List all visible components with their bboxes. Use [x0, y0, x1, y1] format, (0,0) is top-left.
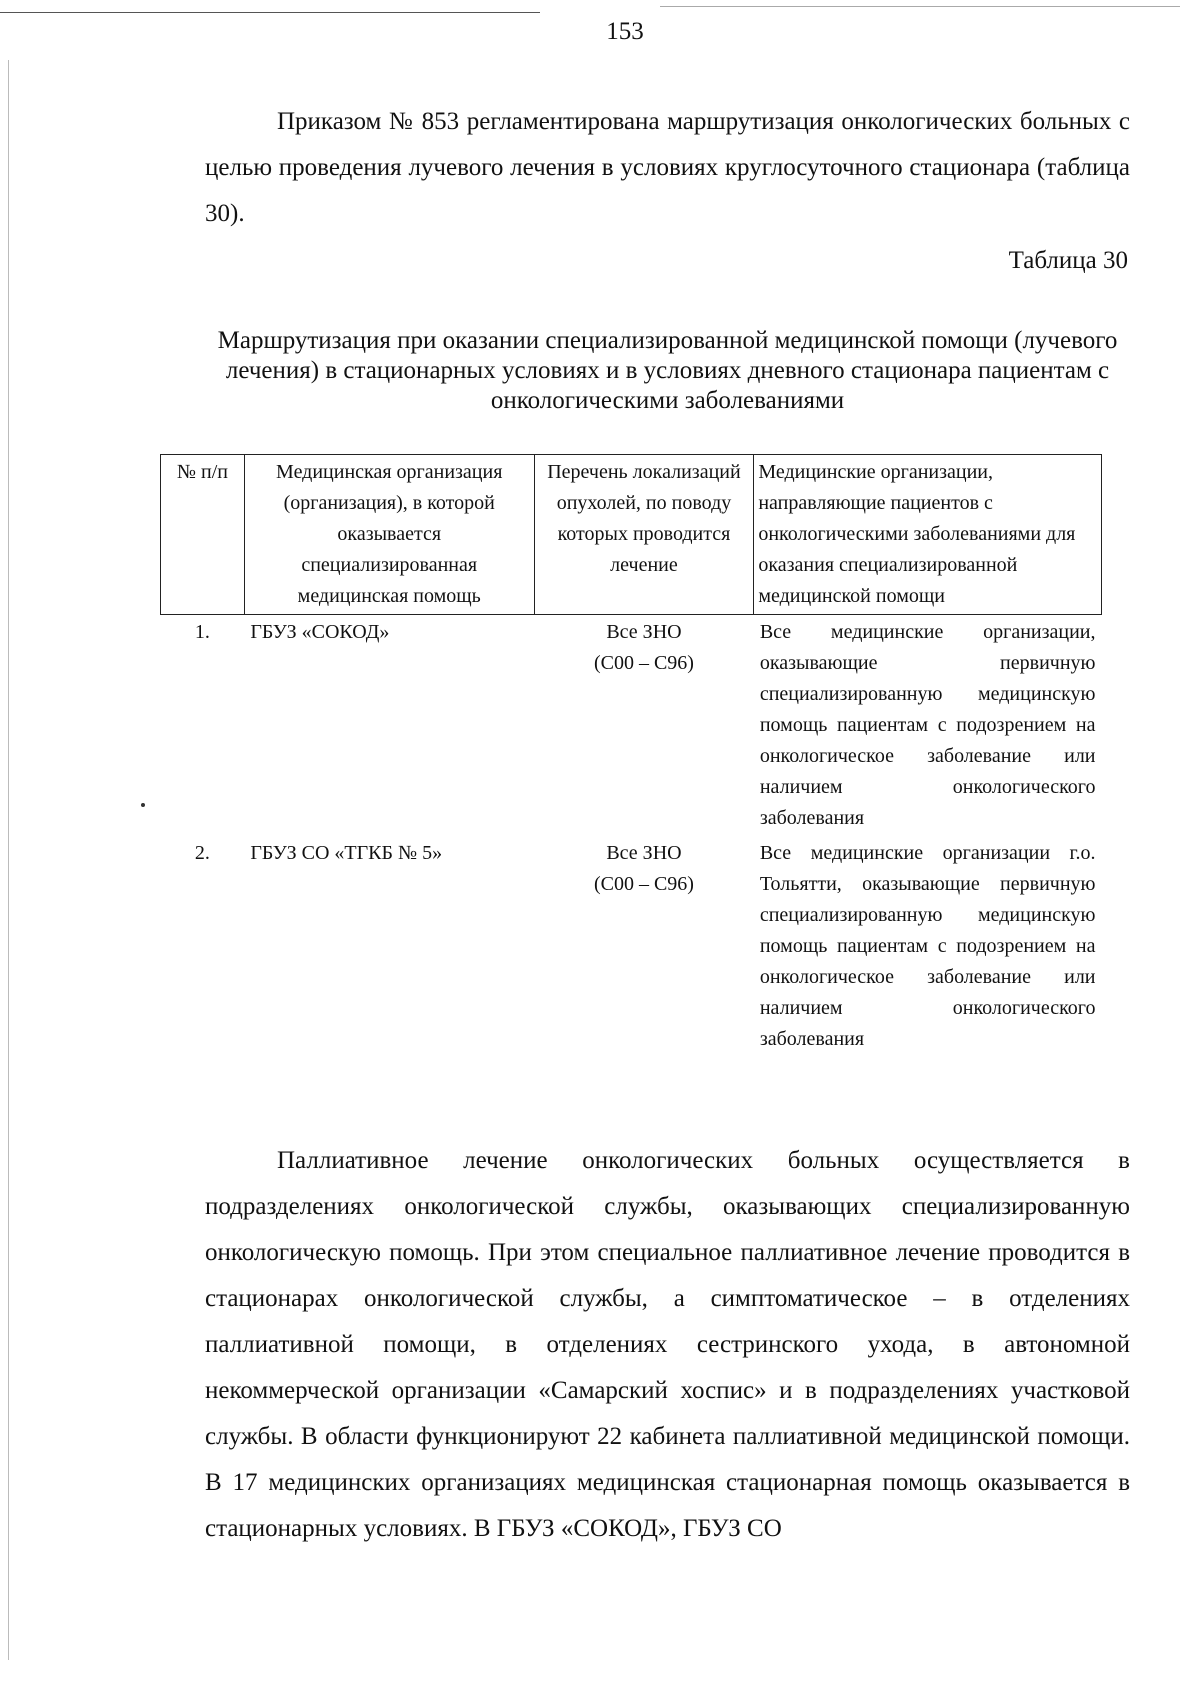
header-referring: Медицинские организации, направляющие пациентов с онкологическими заболеваниями для оказания специализированной медицинской помощи: [754, 455, 1102, 615]
row-organization: ГБУЗ СО «ТГКБ № 5»: [250, 842, 443, 864]
intro-paragraph: [205, 99, 1130, 237]
header-localization: Перечень локализаций опухолей, по поводу которых проводится лечение: [534, 455, 754, 615]
table-header-row: [161, 455, 1102, 615]
localization-codes: (С00 – С96): [593, 873, 694, 895]
header-number: № п/п: [161, 455, 245, 615]
row-referring: Все медицинские организации, оказывающие первичную специализированную медицинскую помощь пациентам с подозрением на онкологическое заболевание или наличием онкологического заболевания: [759, 621, 1096, 829]
routing-table: [160, 454, 1102, 1057]
scan-speck: [141, 803, 145, 807]
table-label: Таблица 30: [1008, 247, 1128, 274]
localization-codes: (С00 – С96): [593, 652, 694, 674]
closing-text: Паллиативное лечение онкологических больных осуществляется в подразделениях онкологической службы, оказывающих специализированную онкологическую помощь. При этом специальное паллиативное лечение проводится в стационарах онкологической службы, а симптоматическое – в отделениях паллиативной помощи, в отделениях сестринского ухода, в автономной некоммерческой организации «Самарский хоспис» и в подразделениях участковой службы. В области функционируют 22 кабинета паллиативной медицинской помощи. В 17 медицинских организациях медицинская стационарная помощь оказывается в стационарных условиях. В ГБУЗ «СОКОД», ГБУЗ СО: [205, 1147, 1130, 1542]
closing-paragraph: [205, 1138, 1130, 1552]
localization-line: Все ЗНО: [606, 842, 682, 864]
scan-edge-line: [0, 12, 540, 13]
header-organization: Медицинская организация (организация), в которой оказывается специализированная медицинская помощь: [244, 455, 534, 615]
table-row: [161, 615, 1102, 837]
row-referring: Все медицинские организации г.о. Тольятти, оказывающие первичную специализированную медицинскую помощь пациентам с подозрением на онкологическое заболевание или наличием онкологического заболевания: [759, 842, 1096, 1050]
table-title: Маршрутизация при оказании специализированной медицинской помощи (лучевого лечения) в стационарных условиях и в условиях дневного стационара пациентам с онкологическими заболеваниями: [217, 327, 1118, 414]
scan-margin-line: [8, 60, 9, 1660]
row-number: 1.: [194, 621, 210, 643]
row-organization: ГБУЗ «СОКОД»: [250, 621, 390, 643]
scan-edge-line: [660, 6, 1180, 7]
table-row: [161, 836, 1102, 1057]
row-localization: [534, 836, 754, 1057]
row-number: 2.: [194, 842, 210, 864]
page-number: 153: [606, 18, 644, 45]
row-localization: [534, 615, 754, 837]
localization-line: Все ЗНО: [606, 621, 682, 643]
intro-text: Приказом № 853 регламентирована маршрутизация онкологических больных с целью проведения лучевого лечения в условиях круглосуточного стационара (таблица 30).: [205, 108, 1130, 227]
